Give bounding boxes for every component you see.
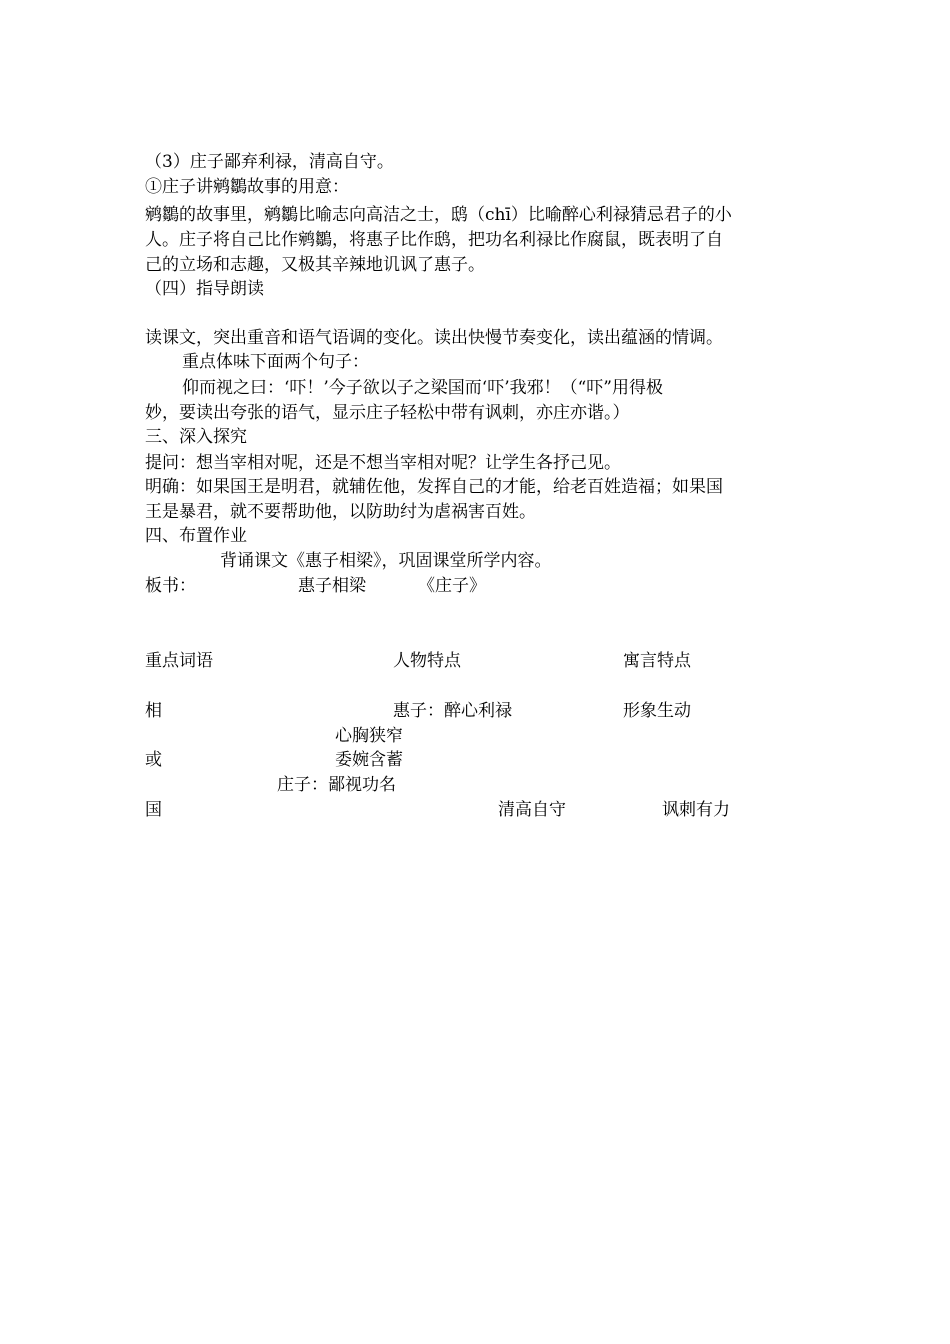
paragraph-line: 己的立场和志趣，又极其辛辣地讥讽了惠子。 (145, 255, 485, 275)
board-label: 板书： (145, 576, 196, 596)
section-heading: 四、布置作业 (145, 526, 247, 546)
board-keyword: 相 (145, 701, 162, 721)
board-character-trait: 清高自守 (498, 800, 566, 820)
section-heading: （四）指导朗读 (145, 279, 264, 299)
paragraph-line: 仰而视之曰：‘吓！’今子欲以子之梁国而‘吓’我邪！（“吓”用得极 (182, 378, 663, 398)
board-keyword: 或 (145, 750, 162, 770)
board-source: 《庄子》 (418, 576, 486, 596)
paragraph-line: 鹓鶵的故事里，鹓鶵比喻志向高洁之士，鸱（chī）比喻醉心利禄猜忌君子的小 (145, 205, 732, 225)
paragraph-line: 重点体味下面两个句子： (182, 352, 369, 372)
board-column-header: 重点词语 (145, 651, 213, 671)
paragraph-line: 妙，要读出夸张的语气，显示庄子轻松中带有讽刺，亦庄亦谐。） (145, 403, 630, 423)
paragraph-line: 提问：想当宰相对呢，还是不想当宰相对呢？让学生各抒己见。 (145, 453, 621, 473)
paragraph-line: 读课文，突出重音和语气语调的变化。读出快慢节奏变化，读出蕴涵的情调。 (145, 328, 723, 348)
paragraph-line: （3）庄子鄙弃利禄，清高自守。 (145, 152, 394, 172)
board-character-trait: 心胸狭窄 (335, 726, 403, 746)
board-keyword: 国 (145, 800, 162, 820)
board-feature: 讽刺有力 (662, 800, 730, 820)
board-feature: 委婉含蓄 (335, 750, 403, 770)
board-character: 庄子：鄙视功名 (277, 775, 396, 795)
section-heading: 三、深入探究 (145, 427, 247, 447)
paragraph-line: 背诵课文《惠子相梁》，巩固课堂所学内容。 (220, 551, 552, 571)
board-title: 惠子相梁 (298, 576, 366, 596)
paragraph-line: 人。庄子将自己比作鹓鶵，将惠子比作鸱，把功名利禄比作腐鼠，既表明了自 (145, 230, 723, 250)
board-feature: 形象生动 (623, 701, 691, 721)
paragraph-line: ①庄子讲鹓鶵故事的用意： (145, 177, 349, 197)
board-column-header: 寓言特点 (623, 651, 691, 671)
board-column-header: 人物特点 (393, 651, 461, 671)
paragraph-line: 王是暴君，就不要帮助他，以防助纣为虐祸害百姓。 (145, 502, 536, 522)
paragraph-line: 明确：如果国王是明君，就辅佐他，发挥自己的才能，给老百姓造福；如果国 (145, 477, 723, 497)
board-character: 惠子：醉心利禄 (393, 701, 512, 721)
